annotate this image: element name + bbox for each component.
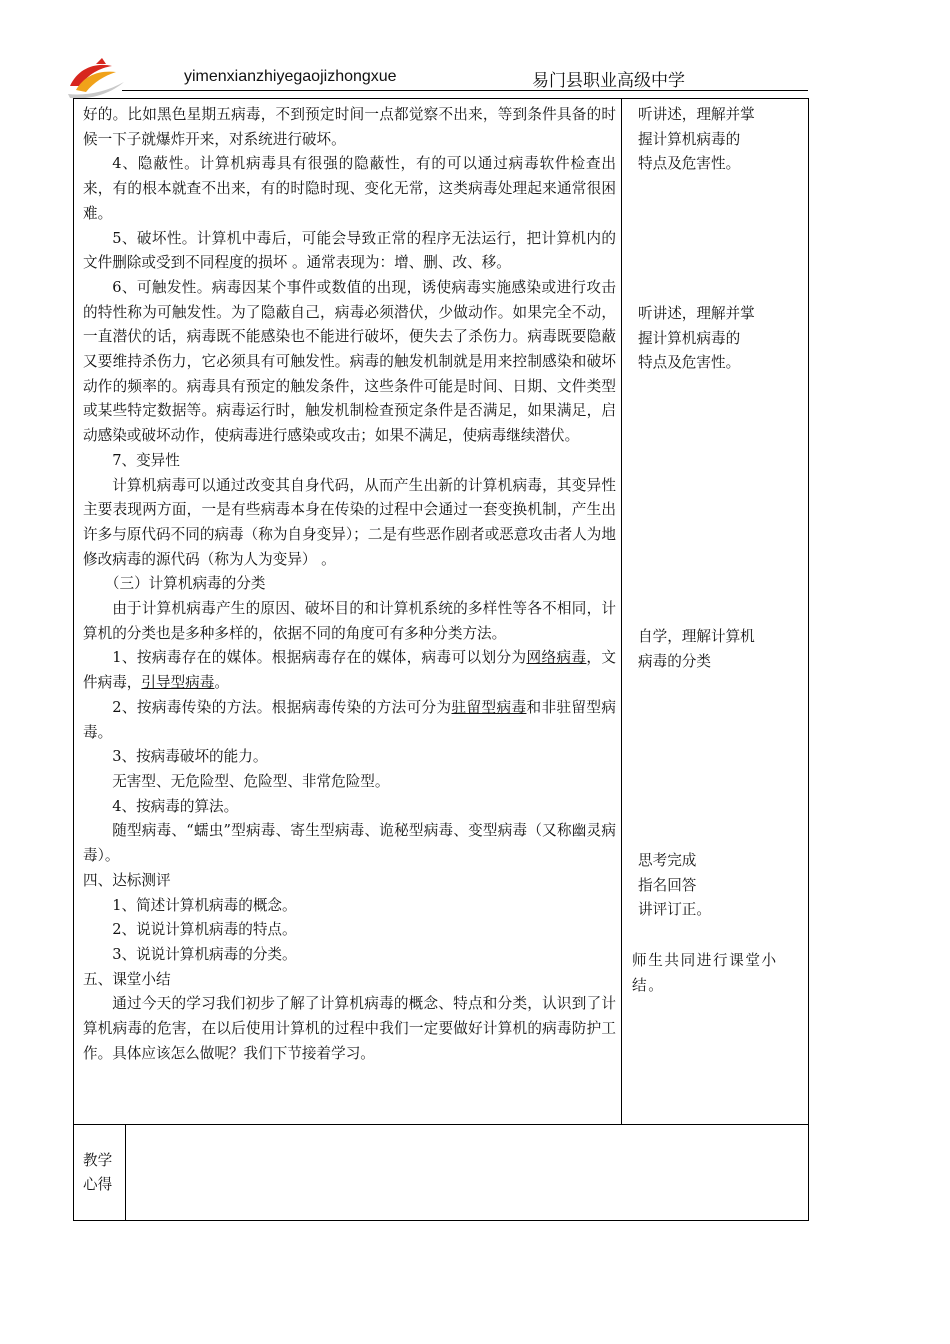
paragraph: 6、可触发性。病毒因某个事件或数值的出现，诱使病毒实施感染或进行攻击的特性称为可触发性。为了隐蔽自己，病毒必须潜伏，少做动作。如果完全不动，一直潜伏的话，病毒既不能感染也不能进行破坏，便失去了杀伤力。病毒既要隐蔽又要维持杀伤力，它必须具有可触发性。病毒的触发机制就是用来控制感染和破坏动作的频率的。病毒具有预定的触发条件，这些条件可能是时间、日期、文件类型或某些特定数据等。病毒运行时，触发机制检查预定条件是否满足，如果满足，启动感染或破坏动作，使病毒进行感染或攻击；如果不满足，使病毒继续潜伏。 xyxy=(83,278,616,445)
paragraph: 计算机病毒可以通过改变其自身代码，从而产生出新的计算机病毒，其变异性主要表现两方面，一是有些病毒本身在传染的过程中会通过一套变换机制，产生出许多与原代码不同的病毒（称为自身变异）；二是有些恶作剧者或恶意攻击者人为地修改病毒的源代码（称为人为变异） 。 xyxy=(83,476,616,568)
paragraph: 2、按病毒传染的方法。根据病毒传染的方法可分为驻留型病毒和非驻留型病毒。 xyxy=(83,698,616,741)
paragraph: 5、破坏性。计算机中毒后，可能会导致正常的程序无法运行，把计算机内的文件删除或受到不同程度的损坏 。通常表现为：增、删、改、移。 xyxy=(83,229,616,272)
section-heading: （三）计算机病毒的分类 xyxy=(104,575,266,593)
school-logo-icon xyxy=(66,56,126,100)
header-school-name: 易门县职业高级中学 xyxy=(532,71,685,91)
paragraph: 4、按病毒的算法。 xyxy=(112,797,239,815)
section-heading: 四、达标测评 xyxy=(83,871,171,889)
lesson-content xyxy=(83,103,616,1066)
paragraph: 3、按病毒破坏的能力。 xyxy=(112,748,268,766)
header-rule xyxy=(122,90,808,91)
paragraph: 好的。比如黑色星期五病毒，不到预定时间一点都觉察不出来，等到条件具备的时候一下子就爆炸开来，对系统进行破坏。 xyxy=(83,106,616,148)
activity-note: 听讲述，理解并掌 握计算机病毒的 特点及危害性。 xyxy=(638,106,755,173)
activity-note: 思考完成 指名回答 讲评订正。 xyxy=(638,852,711,919)
paragraph: 由于计算机病毒产生的原因、破坏目的和计算机系统的多样性等各不相同，计算机的分类也是多种多样的，依据不同的角度可有多种分类方法。 xyxy=(83,600,616,642)
paragraph: 4、隐蔽性。计算机病毒具有很强的隐蔽性，有的可以通过病毒软件检查出来，有的根本就查不出来，有的时隐时现、变化无常，这类病毒处理起来通常很困难。 xyxy=(83,155,616,222)
header-pinyin: yimenxianzhiyegaojizhongxue xyxy=(184,68,397,85)
teaching-reflection-label: 教学心得 xyxy=(83,1152,113,1193)
lesson-table xyxy=(73,98,809,1221)
link-network-virus[interactable]: 网络病毒 xyxy=(526,649,587,667)
page-header xyxy=(66,56,808,96)
paragraph: 1、按病毒存在的媒体。根据病毒存在的媒体，病毒可以划分为网络病毒，文件病毒，引导型病毒。 xyxy=(83,649,616,692)
column-divider xyxy=(621,99,622,1124)
paragraph: 1、简述计算机病毒的概念。 xyxy=(112,896,297,914)
paragraph: 7、变异性 xyxy=(112,451,180,469)
activity-note: 师生共同进行课堂小 结。 xyxy=(632,952,778,994)
link-boot-virus[interactable]: 引导型病毒 xyxy=(141,674,215,692)
paragraph: 3、说说计算机病毒的分类。 xyxy=(112,945,297,963)
bottom-cell-divider xyxy=(125,1124,126,1221)
section-heading: 五、课堂小结 xyxy=(83,970,171,988)
row-divider xyxy=(74,1124,808,1125)
paragraph: 通过今天的学习我们初步了解了计算机病毒的概念、特点和分类，认识到了计算机病毒的危害，在以后使用计算机的过程中我们一定要做好计算机的病毒防护工作。具体应该怎么做呢？我们下节接着学习。 xyxy=(83,995,616,1062)
activity-note: 听讲述，理解并掌 握计算机病毒的 特点及危害性。 xyxy=(638,305,755,372)
activity-note: 自学，理解计算机 病毒的分类 xyxy=(638,628,755,670)
paragraph: 2、说说计算机病毒的特点。 xyxy=(112,921,297,939)
paragraph: 随型病毒、“蠕虫”型病毒、寄生型病毒、诡秘型病毒、变型病毒（又称幽灵病毒）。 xyxy=(83,822,616,865)
link-resident-virus[interactable]: 驻留型病毒 xyxy=(451,698,527,716)
paragraph: 无害型、无危险型、危险型、非常危险型。 xyxy=(112,772,390,790)
